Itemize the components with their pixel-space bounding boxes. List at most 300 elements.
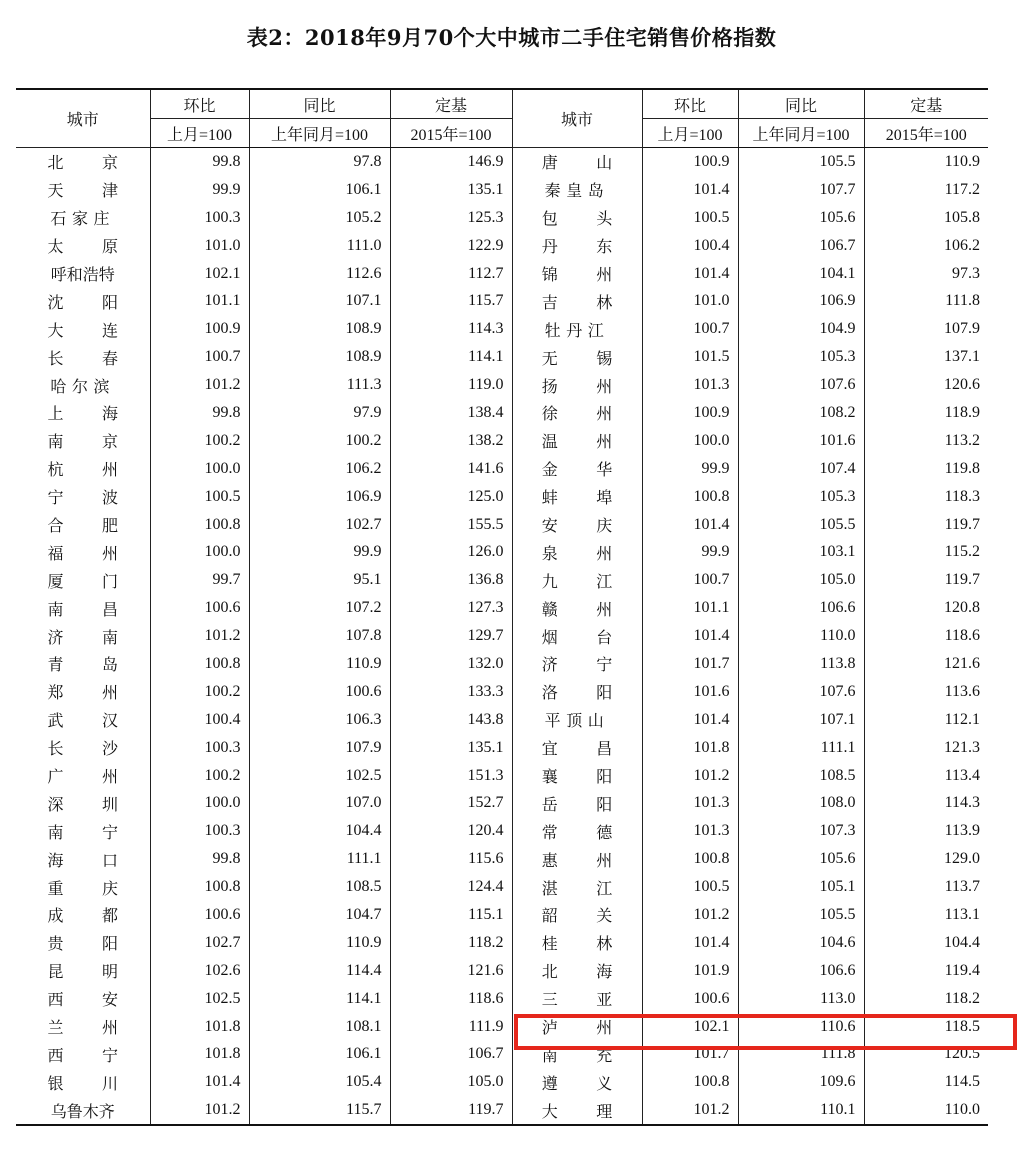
yoy-cell: 107.7 [738,176,864,204]
mom-cell: 102.1 [642,1013,738,1041]
table-row [16,789,988,817]
city-cell: 北 海 [512,957,642,985]
table-row [16,343,988,371]
city-cell: 沈 阳 [47,294,118,312]
yoy-cell: 111.3 [249,371,390,399]
yoy-cell: 111.1 [249,845,390,873]
table-row [16,985,988,1013]
table-row [16,427,988,455]
mom-cell: 102.6 [150,957,249,985]
mom-cell: 100.8 [150,511,249,539]
yoy-cell: 105.6 [738,845,864,873]
mom-cell: 101.2 [150,371,249,399]
base-cell: 127.3 [390,594,512,622]
yoy-cell: 112.6 [249,260,390,288]
city-cell: 广 州 [47,769,118,787]
yoy-cell: 110.6 [738,1013,864,1041]
table-row [16,176,988,204]
yoy-cell: 106.6 [738,594,864,622]
table-row [16,511,988,539]
yoy-cell: 105.4 [249,1068,390,1096]
base-cell: 115.1 [390,901,512,929]
yoy-cell: 95.1 [249,566,390,594]
yoy-cell: 105.3 [738,483,864,511]
mom-cell: 100.0 [642,427,738,455]
base-cell: 114.3 [864,789,988,817]
mom-cell: 100.9 [642,148,738,176]
table-row [16,762,988,790]
base-cell: 118.9 [864,399,988,427]
mom-cell: 100.3 [150,204,249,232]
yoy-cell: 110.0 [738,622,864,650]
base-cell: 114.5 [864,1068,988,1096]
city-cell: 厦 门 [47,573,118,591]
base-cell: 97.3 [864,260,988,288]
yoy-cell: 107.1 [738,706,864,734]
base-cell: 104.4 [864,929,988,957]
table-row [16,204,988,232]
mom-cell: 101.0 [150,232,249,260]
yoy-cell: 102.5 [249,762,390,790]
yoy-cell: 107.0 [249,789,390,817]
city-cell: 烟 台 [512,622,642,650]
header-yoy: 同比 [249,89,390,119]
table-row [16,706,988,734]
yoy-cell: 113.0 [738,985,864,1013]
mom-cell: 101.7 [642,650,738,678]
base-cell: 121.3 [864,734,988,762]
city-cell: 岳 阳 [512,789,642,817]
city-cell: 长 春 [47,350,118,368]
base-cell: 105.8 [864,204,988,232]
city-cell: 天 津 [47,183,118,201]
yoy-cell: 106.3 [249,706,390,734]
city-cell: 长 沙 [47,741,118,759]
city-cell: 吉 林 [512,287,642,315]
base-cell: 113.6 [864,678,988,706]
city-cell: 济 宁 [512,650,642,678]
mom-cell: 101.1 [150,287,249,315]
city-cell: 深 圳 [47,796,118,814]
city-cell: 宜 昌 [512,734,642,762]
base-cell: 141.6 [390,455,512,483]
yoy-cell: 106.1 [249,1041,390,1069]
city-cell: 合 肥 [47,518,118,536]
city-cell: 武 汉 [47,713,118,731]
base-cell: 113.9 [864,817,988,845]
base-cell: 106.2 [864,232,988,260]
base-cell: 119.7 [864,511,988,539]
yoy-cell: 105.5 [738,148,864,176]
city-cell: 贵 阳 [47,936,118,954]
base-cell: 118.2 [864,985,988,1013]
yoy-cell: 109.6 [738,1068,864,1096]
table-row [16,287,988,315]
yoy-cell: 107.8 [249,622,390,650]
table-row [16,371,988,399]
city-cell: 昆 明 [47,964,118,982]
mom-cell: 100.4 [642,232,738,260]
mom-cell: 101.2 [642,1096,738,1125]
yoy-cell: 110.1 [738,1096,864,1125]
yoy-cell: 103.1 [738,538,864,566]
base-cell: 133.3 [390,678,512,706]
base-cell: 119.4 [864,957,988,985]
city-cell: 韶 关 [512,901,642,929]
mom-cell: 101.7 [642,1041,738,1069]
yoy-cell: 106.2 [249,455,390,483]
city-cell: 泸 州 [512,1013,642,1041]
yoy-cell: 101.6 [738,427,864,455]
city-cell: 南 昌 [47,601,118,619]
base-cell: 106.7 [390,1041,512,1069]
city-cell: 丹 东 [512,232,642,260]
city-cell: 惠 州 [512,845,642,873]
yoy-cell: 110.9 [249,929,390,957]
yoy-cell: 113.8 [738,650,864,678]
mom-cell: 100.8 [150,650,249,678]
base-cell: 119.7 [864,566,988,594]
mom-cell: 100.7 [150,343,249,371]
mom-cell: 100.9 [150,315,249,343]
city-cell: 太 原 [47,239,118,257]
subheader-mom: 上月=100 [150,119,249,148]
yoy-cell: 97.9 [249,399,390,427]
yoy-cell: 100.6 [249,678,390,706]
base-cell: 119.0 [390,371,512,399]
city-cell: 洛 阳 [512,678,642,706]
table-row [16,929,988,957]
header-city-right: 城市 [512,89,642,148]
yoy-cell: 105.6 [738,204,864,232]
table-row [16,957,988,985]
yoy-cell: 104.1 [738,260,864,288]
mom-cell: 100.5 [150,483,249,511]
yoy-cell: 105.2 [249,204,390,232]
base-cell: 118.2 [390,929,512,957]
mom-cell: 100.3 [150,734,249,762]
yoy-cell: 105.5 [738,511,864,539]
yoy-cell: 106.1 [249,176,390,204]
table-row [16,594,988,622]
city-cell: 青 岛 [47,657,118,675]
city-cell: 蚌 埠 [512,483,642,511]
city-cell: 南 京 [47,434,118,452]
yoy-cell: 114.4 [249,957,390,985]
table-row [16,901,988,929]
base-cell: 115.7 [390,287,512,315]
yoy-cell: 106.9 [738,287,864,315]
subheader-base: 2015年=100 [390,119,512,148]
mom-cell: 100.2 [150,678,249,706]
city-cell: 遵 义 [512,1068,642,1096]
city-cell: 平顶山 [512,706,642,734]
yoy-cell: 104.7 [249,901,390,929]
base-cell: 105.0 [390,1068,512,1096]
base-cell: 114.3 [390,315,512,343]
table-row [16,678,988,706]
yoy-cell: 107.9 [249,734,390,762]
mom-cell: 101.1 [642,594,738,622]
mom-cell: 101.2 [642,762,738,790]
table-row [16,1096,988,1125]
city-cell: 温 州 [512,427,642,455]
price-index-table [16,88,988,1126]
mom-cell: 100.4 [150,706,249,734]
city-cell: 大 连 [47,322,118,340]
city-cell: 牡丹江 [512,315,642,343]
yoy-cell: 107.6 [738,678,864,706]
base-cell: 146.9 [390,148,512,176]
base-cell: 115.2 [864,538,988,566]
base-cell: 125.3 [390,204,512,232]
header-mom-right: 环比 [642,89,738,119]
city-cell: 无 锡 [512,343,642,371]
table-row [16,260,988,288]
yoy-cell: 106.9 [249,483,390,511]
city-cell: 大 理 [512,1096,642,1125]
yoy-cell: 97.8 [249,148,390,176]
mom-cell: 100.0 [150,538,249,566]
subheader-base-right: 2015年=100 [864,119,988,148]
table-row [16,483,988,511]
mom-cell: 99.8 [150,399,249,427]
table-row [16,148,988,176]
base-cell: 124.4 [390,873,512,901]
table-row [16,817,988,845]
city-cell: 西 宁 [47,1047,118,1065]
yoy-cell: 108.5 [738,762,864,790]
yoy-cell: 111.0 [249,232,390,260]
table-row [16,538,988,566]
yoy-cell: 105.3 [738,343,864,371]
city-cell: 泉 州 [512,538,642,566]
mom-cell: 100.2 [150,427,249,455]
mom-cell: 100.9 [642,399,738,427]
city-cell: 唐 山 [512,148,642,176]
city-cell: 石家庄 [50,211,116,229]
city-cell: 乌鲁木齐 [16,1096,150,1125]
base-cell: 129.7 [390,622,512,650]
city-cell: 锦 州 [512,260,642,288]
yoy-cell: 106.6 [738,957,864,985]
base-cell: 118.6 [390,985,512,1013]
header-mom: 环比 [150,89,249,119]
yoy-cell: 115.7 [249,1096,390,1125]
yoy-cell: 108.0 [738,789,864,817]
base-cell: 143.8 [390,706,512,734]
base-cell: 152.7 [390,789,512,817]
mom-cell: 101.8 [150,1041,249,1069]
base-cell: 110.9 [864,148,988,176]
mom-cell: 100.3 [150,817,249,845]
mom-cell: 100.8 [642,1068,738,1096]
base-cell: 137.1 [864,343,988,371]
mom-cell: 101.8 [150,1013,249,1041]
mom-cell: 101.4 [642,706,738,734]
header-city: 城市 [16,89,150,148]
base-cell: 107.9 [864,315,988,343]
mom-cell: 101.0 [642,287,738,315]
mom-cell: 99.8 [150,845,249,873]
mom-cell: 100.0 [150,455,249,483]
city-cell: 杭 州 [47,462,118,480]
base-cell: 126.0 [390,538,512,566]
table-row [16,873,988,901]
mom-cell: 99.7 [150,566,249,594]
city-cell: 三 亚 [512,985,642,1013]
table-row [16,399,988,427]
yoy-cell: 107.4 [738,455,864,483]
yoy-cell: 107.6 [738,371,864,399]
table-row [16,1013,988,1041]
city-cell: 北 京 [47,155,118,173]
mom-cell: 102.5 [150,985,249,1013]
yoy-cell: 107.3 [738,817,864,845]
city-cell: 金 华 [512,455,642,483]
city-cell: 郑 州 [47,685,118,703]
header-base: 定基 [390,89,512,119]
table-row [16,232,988,260]
mom-cell: 101.6 [642,678,738,706]
subheader-yoy-right: 上年同月=100 [738,119,864,148]
table-row [16,845,988,873]
base-cell: 113.1 [864,901,988,929]
yoy-cell: 105.1 [738,873,864,901]
city-cell: 安 庆 [512,511,642,539]
base-cell: 135.1 [390,176,512,204]
base-cell: 122.9 [390,232,512,260]
mom-cell: 100.5 [642,204,738,232]
base-cell: 113.4 [864,762,988,790]
city-cell: 徐 州 [512,399,642,427]
mom-cell: 100.8 [642,845,738,873]
mom-cell: 100.5 [642,873,738,901]
yoy-cell: 108.5 [249,873,390,901]
mom-cell: 101.4 [150,1068,249,1096]
city-cell: 兰 州 [47,1020,118,1038]
table-row [16,566,988,594]
yoy-cell: 102.7 [249,511,390,539]
mom-cell: 100.0 [150,789,249,817]
table-body [16,148,988,1126]
base-cell: 113.7 [864,873,988,901]
base-cell: 118.5 [864,1013,988,1041]
table-row [16,455,988,483]
mom-cell: 99.9 [642,538,738,566]
base-cell: 112.1 [864,706,988,734]
base-cell: 135.1 [390,734,512,762]
base-cell: 125.0 [390,483,512,511]
subheader-yoy: 上年同月=100 [249,119,390,148]
yoy-cell: 105.0 [738,566,864,594]
table-row [16,1068,988,1096]
table-row [16,315,988,343]
base-cell: 120.8 [864,594,988,622]
header-yoy-right: 同比 [738,89,864,119]
base-cell: 132.0 [390,650,512,678]
yoy-cell: 107.2 [249,594,390,622]
city-cell: 扬 州 [512,371,642,399]
city-cell: 济 南 [47,629,118,647]
yoy-cell: 108.9 [249,343,390,371]
mom-cell: 101.5 [642,343,738,371]
base-cell: 120.5 [864,1041,988,1069]
base-cell: 151.3 [390,762,512,790]
mom-cell: 100.2 [150,762,249,790]
base-cell: 129.0 [864,845,988,873]
yoy-cell: 114.1 [249,985,390,1013]
mom-cell: 101.4 [642,260,738,288]
yoy-cell: 105.5 [738,901,864,929]
mom-cell: 101.4 [642,622,738,650]
yoy-cell: 100.2 [249,427,390,455]
city-cell: 福 州 [47,545,118,563]
city-cell: 南 宁 [47,824,118,842]
city-cell: 哈尔滨 [50,378,116,396]
base-cell: 120.6 [864,371,988,399]
mom-cell: 101.4 [642,511,738,539]
city-cell: 南 充 [512,1041,642,1069]
city-cell: 重 庆 [47,880,118,898]
mom-cell: 102.1 [150,260,249,288]
table-row [16,650,988,678]
mom-cell: 100.6 [150,901,249,929]
yoy-cell: 111.1 [738,734,864,762]
mom-cell: 100.7 [642,315,738,343]
base-cell: 111.8 [864,287,988,315]
city-cell: 成 都 [47,908,118,926]
base-cell: 111.9 [390,1013,512,1041]
base-cell: 121.6 [390,957,512,985]
base-cell: 113.2 [864,427,988,455]
table-row [16,734,988,762]
yoy-cell: 104.4 [249,817,390,845]
base-cell: 155.5 [390,511,512,539]
table-row [16,622,988,650]
yoy-cell: 106.7 [738,232,864,260]
city-cell: 秦皇岛 [512,176,642,204]
mom-cell: 99.9 [150,176,249,204]
yoy-cell: 110.9 [249,650,390,678]
yoy-cell: 107.1 [249,287,390,315]
city-cell: 呼和浩特 [50,267,115,284]
mom-cell: 100.6 [150,594,249,622]
base-cell: 112.7 [390,260,512,288]
city-cell: 西 安 [47,992,118,1010]
yoy-cell: 108.2 [738,399,864,427]
mom-cell: 102.7 [150,929,249,957]
base-cell: 136.8 [390,566,512,594]
mom-cell: 101.4 [642,176,738,204]
city-cell: 九 江 [512,566,642,594]
base-cell: 138.4 [390,399,512,427]
base-cell: 118.3 [864,483,988,511]
mom-cell: 99.8 [150,148,249,176]
yoy-cell: 104.6 [738,929,864,957]
base-cell: 119.7 [390,1096,512,1125]
header-base-right: 定基 [864,89,988,119]
city-cell: 湛 江 [512,873,642,901]
yoy-cell: 111.8 [738,1041,864,1069]
city-cell: 银 川 [47,1075,118,1093]
yoy-cell: 108.1 [249,1013,390,1041]
city-cell: 包 头 [512,204,642,232]
table-row [16,1041,988,1069]
base-cell: 121.6 [864,650,988,678]
base-cell: 138.2 [390,427,512,455]
city-cell: 桂 林 [512,929,642,957]
